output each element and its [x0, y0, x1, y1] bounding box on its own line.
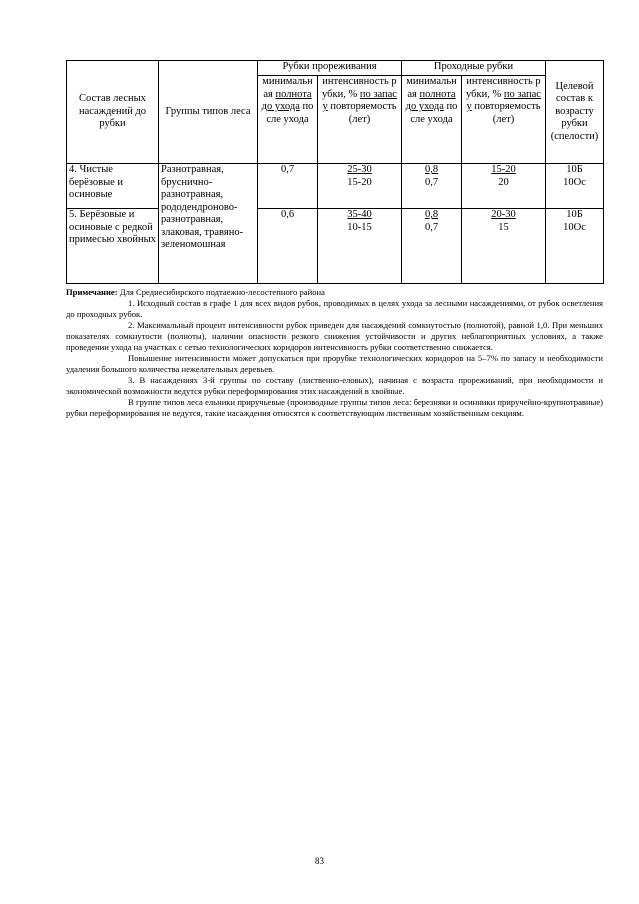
thinning-table	[66, 60, 604, 284]
note-paragraph: 2. Максимальный процент интенсивности рубок приведен для насаждений сомкнутостью (полнотой), равной 1,0. При меньших показателях сомкнутости (полноты), наличии опасности резкого снижения устойчивости и других неблагоприятных условиях, а также проведении ухода на участках с сетью технологических коридоров интенсивность рубки соответственно снижается.	[66, 320, 603, 352]
header-thinning-group: Рубки прореживания	[258, 61, 402, 76]
note-paragraph: 3. В насаждениях 3-й группы по составу (лиственно-еловых), начиная с возраста прореживаний, при необходимости и экономической возможности ведутся рубки переформирования этих насаждений в хвойные.	[66, 375, 603, 396]
header-thin-intensity: интенсивность рубки, % по запасу повторяемость (лет)	[318, 76, 402, 164]
pass-intensity-cell: 20-30 15	[462, 209, 546, 284]
thin-min-density-cell: 0,6	[258, 209, 318, 284]
notes-section	[66, 287, 603, 419]
thin-intensity-cell: 35-40 10-15	[318, 209, 402, 284]
target-composition-cell: 10Б 10Ос	[546, 209, 604, 284]
table-row	[67, 164, 604, 209]
pass-intensity-cell: 15-20 20	[462, 164, 546, 209]
row-composition: 5. Берёзовые и осиновые с редкой примесью хвойных	[67, 209, 159, 284]
page-number: 83	[315, 856, 324, 866]
note-heading	[66, 287, 603, 298]
forest-types-cell: Разнотравная, бруснично-разнотравная, рододендроново-разнотравная, злаковая, травяно-зеленомошная	[159, 164, 258, 284]
header-thin-min-density: минимальная полнота до ухода после ухода	[258, 76, 318, 164]
thin-min-density-cell: 0,7	[258, 164, 318, 209]
note-paragraph: 1. Исходный состав в графе 1 для всех видов рубок, проводимых в целях ухода за лесными насаждениями, от рубок осветления до проходных рубок.	[66, 298, 603, 319]
header-passage-group: Проходные рубки	[402, 61, 546, 76]
note-paragraph: Повышение интенсивности может допускаться при прорубке технологических коридоров на 5–7% по запасу и необходимости удаления большого количества нежелательных деревьев.	[66, 353, 603, 374]
note-label: Примечание:	[66, 287, 118, 297]
header-composition: Состав лесных насаждений до рубки	[67, 61, 159, 164]
header-pass-min-density: минимальная полнота до ухода после ухода	[402, 76, 462, 164]
note-region: Для Среднесибирского подтаежно-лесостепного района	[117, 287, 325, 297]
thin-intensity-cell: 25-30 15-20	[318, 164, 402, 209]
target-composition-cell: 10Б 10Ос	[546, 164, 604, 209]
header-target-composition: Целевой состав к возрасту рубки (спелости)	[546, 61, 604, 164]
header-pass-intensity: интенсивность рубки, % по запасу повторяемость (лет)	[462, 76, 546, 164]
table-row	[67, 209, 604, 284]
pass-min-density-cell: 0,8 0,7	[402, 209, 462, 284]
row-composition: 4. Чистые берёзовые и осиновые	[67, 164, 159, 209]
header-forest-types: Группы типов леса	[159, 61, 258, 164]
note-paragraph: В группе типов леса ельники приручьевые (производные группы типов леса: березняки и осинники приручейно-крупнотравные) рубки переформирования не ведутся, такие насаждения относятся к соответствующим лиственным хозяйственным секциям.	[66, 397, 603, 418]
pass-min-density-cell: 0,8 0,7	[402, 164, 462, 209]
